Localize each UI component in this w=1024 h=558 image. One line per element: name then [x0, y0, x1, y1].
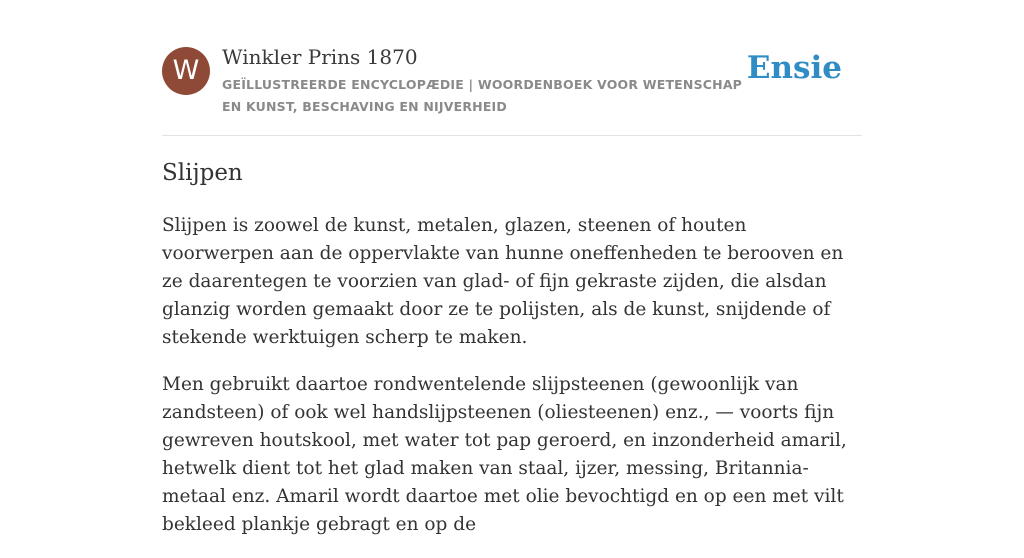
header-container [162, 44, 862, 136]
source-subtitle: GEÏLLUSTREERDE ENCYCLOPÆDIE | WOORDENBOEK VOOR WETENSCHAP EN KUNST, BESCHAVING EN NIJVERHEID [222, 77, 743, 114]
entry-body [162, 212, 862, 558]
source-header [162, 44, 862, 136]
entry-title: Slijpen [162, 160, 243, 186]
entry-paragraph: Slijpen is zoowel de kunst, metalen, glazen, steenen of houten voorwerpen aan de oppervlakte van hunne oneffenheden te berooven en ze daarentegen te voorzien van glad- of fijn gekraste zijden, die alsdan glanzig worden gemaakt door ze te polijsten, als de kunst, snijdende of stekende werktuigen scherp te maken. [162, 215, 844, 348]
entry-paragraph: Men gebruikt daartoe rondwentelende slijpsteenen (gewoonlijk van zandsteen) of ook wel handslijpsteenen (oliesteenen) enz., — voorts fijn gewreven houtskool, met water tot pap geroerd, en inzonderheid amaril, hetwelk dient tot het glad maken van staal, ijzer, messing, Britannia-metaal enz. Amaril wordt daartoe met olie bevochtigd en op een met vilt bekleed plankje gebragt en op de [162, 374, 847, 535]
source-avatar[interactable]: W [162, 47, 210, 95]
ensie-logo[interactable]: Ensie [746, 50, 842, 86]
source-title[interactable]: Winkler Prins 1870 [222, 45, 418, 69]
